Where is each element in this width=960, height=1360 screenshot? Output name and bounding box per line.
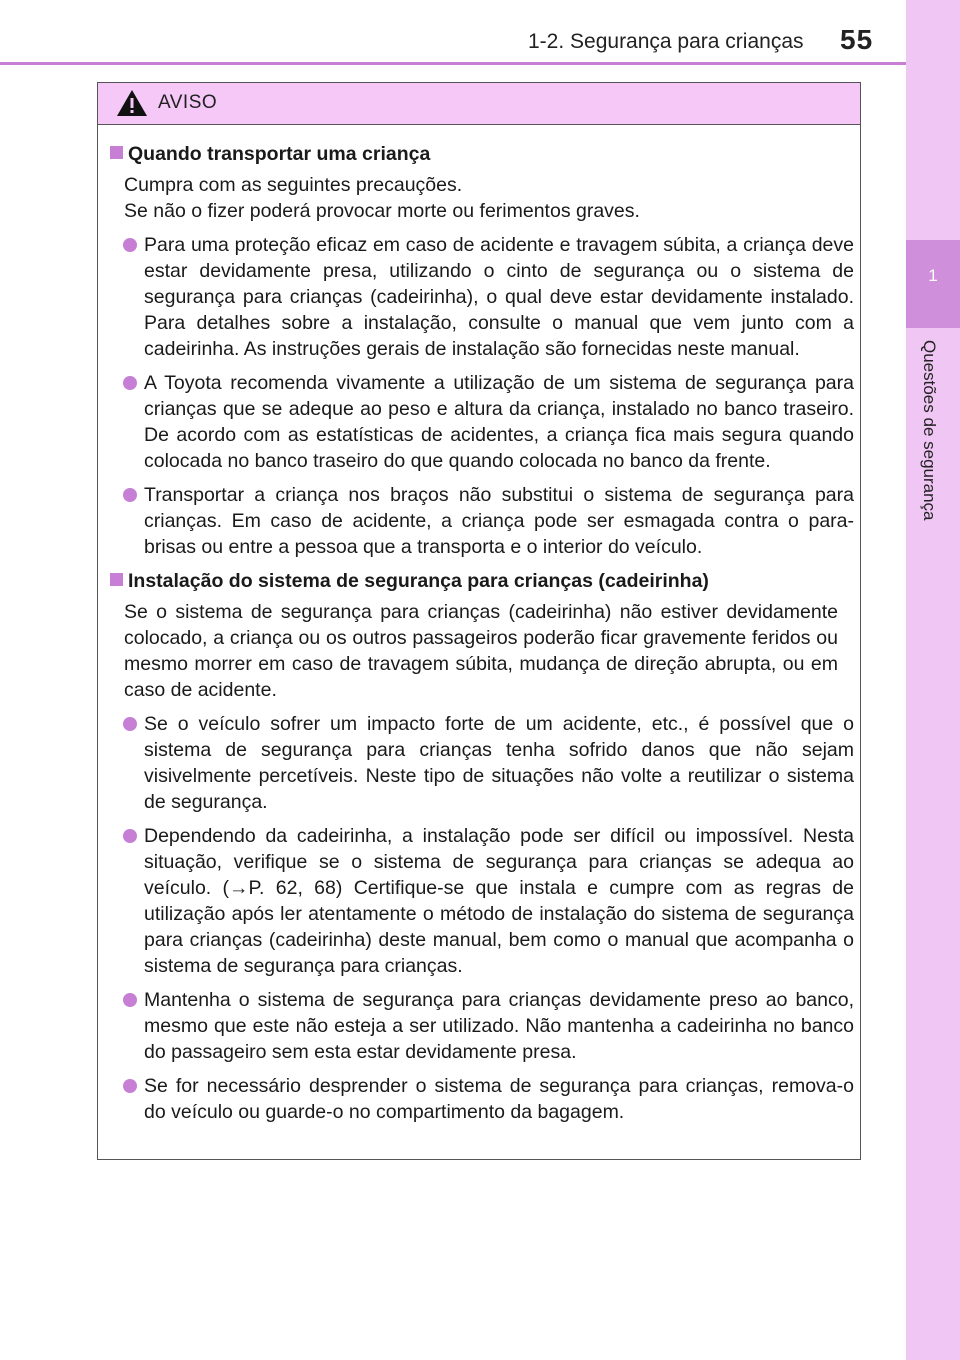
section-title: 1-2. Segurança para crianças [528, 30, 804, 53]
circle-bullet-icon [123, 829, 137, 843]
list-item: Se for necessário desprender o sistema de segurança para crianças, remova-o do veículo ou guarde-o no compartimento da bagagem. [98, 1073, 862, 1125]
list-item: Para uma proteção eficaz em caso de acidente e travagem súbita, a criança deve estar devidamente presa, utilizando o cinto de segurança ou o sistema de segurança para crianças (cadeirinha), o qual deve estar devidamente instalado. Para detalhes sobre a instalação, consulte o manual que vem junto com a cadeirinha. As instruções gerais de instalação são fornecidas neste manual. [98, 232, 862, 362]
section-heading: Quando transportar uma criança [98, 141, 862, 168]
section-heading: Instalação do sistema de segurança para crianças (cadeirinha) [98, 568, 862, 595]
circle-bullet-icon [123, 238, 137, 252]
warning-content [98, 139, 862, 1125]
list-item: A Toyota recomenda vivamente a utilização de um sistema de segurança para crianças que se adeque ao peso e altura da criança, instalado no banco traseiro. De acordo com as estatísticas de acidentes, a criança fica mais segura quando colocada no banco traseiro do que quando colocada no banco da frente. [98, 370, 862, 474]
circle-bullet-icon [123, 376, 137, 390]
list-item: Transportar a criança nos braços não substitui o sistema de segurança para crianças. Em caso de acidente, a criança pode ser esmagada contra o para-brisas ou entre a pessoa que a transporta e o interior do veículo. [98, 482, 862, 560]
square-bullet-icon [110, 146, 123, 159]
list-item: Dependendo da cadeirinha, a instalação pode ser difícil ou impossível. Nesta situação, verifique se o sistema de segurança para crianças se adequa ao veículo. (→P. 62, 68) Certifique-se que instala e cumpre com as regras de utilização após ler atentamente o método de instalação do sistema de segurança para crianças (cadeirinha) deste manual, bem como o manual que acompanha o sistema de segurança para crianças. [98, 823, 862, 979]
chapter-side-tab [906, 0, 960, 1360]
section-intro: Se o sistema de segurança para crianças (cadeirinha) não estiver devidamente colocado, a criança ou os outros passageiros poderão ficar gravemente feridos ou mesmo morrer em caso de travagem súbita, mudança de direção abrupta, ou em caso de acidente. [124, 601, 838, 701]
circle-bullet-icon [123, 993, 137, 1007]
warning-header [98, 83, 860, 125]
warning-title: AVISO [158, 92, 218, 113]
page-number: 55 [840, 24, 874, 55]
warning-triangle-icon [116, 89, 148, 117]
header-rule [0, 62, 906, 65]
warning-box [97, 82, 861, 1160]
circle-bullet-icon [123, 717, 137, 731]
list-item: Mantenha o sistema de segurança para crianças devidamente preso ao banco, mesmo que este não esteja a ser utilizado. Não mantenha a cadeirinha no banco do passageiro sem esta estar devidamente presa. [98, 987, 862, 1065]
square-bullet-icon [110, 573, 123, 586]
circle-bullet-icon [123, 488, 137, 502]
chapter-number: 1 [928, 266, 938, 285]
chapter-label: Questões de segurança [920, 340, 939, 521]
circle-bullet-icon [123, 1079, 137, 1093]
section-intro: Cumpra com as seguintes precauções. Se não o fizer poderá provocar morte ou ferimentos graves. [124, 174, 640, 222]
list-item: Se o veículo sofrer um impacto forte de um acidente, etc., é possível que o sistema de segurança para crianças tenha sofrido danos que não sejam visivelmente percetíveis. Neste tipo de situações não volte a reutilizar o sistema de segurança. [98, 711, 862, 815]
